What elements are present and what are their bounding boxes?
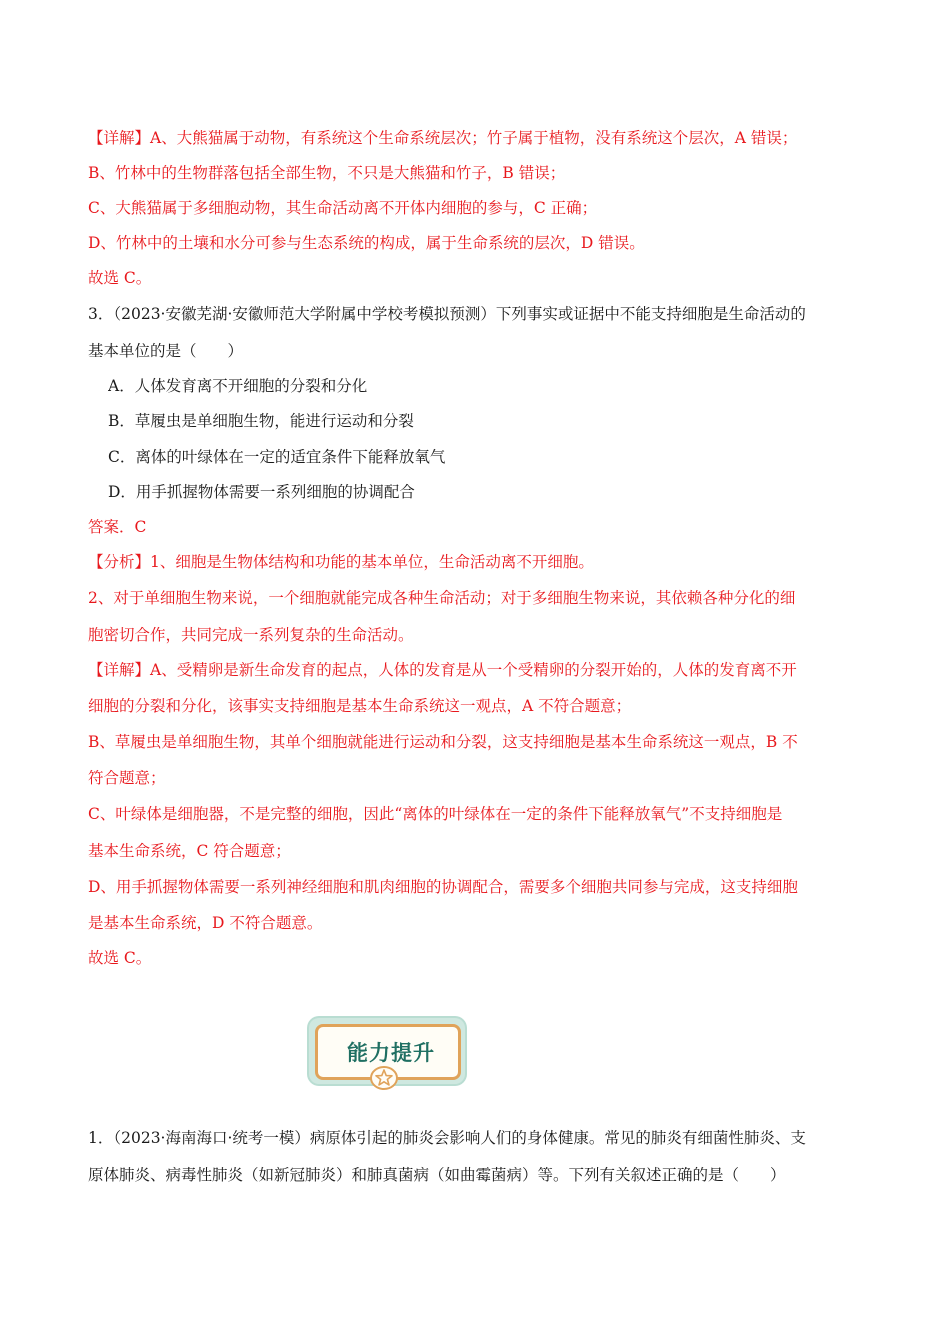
explanation-line-7: D、用手抓握物体需要一系列神经细胞和肌肉细胞的协调配合，需要多个细胞共同参与完成，这支持细胞	[88, 878, 798, 896]
explanation-line-5: C、叶绿体是细胞器，不是完整的细胞，因此“离体的叶绿体在一定的条件下能释放氧气”不支持细胞是	[88, 805, 783, 823]
detail-line-2: B、竹林中的生物群落包括全部生物，不只是大熊猫和竹子，B 错误；	[88, 164, 566, 182]
explanation-line-6: 基本生命系统，C 符合题意；	[88, 842, 291, 860]
explanation-line-4: 符合题意；	[88, 769, 166, 787]
question-3-line-1: 3．（2023·安徽芜湖·安徽师范大学附属中学校考模拟预测）下列事实或证据中不能支持细胞是生命活动的	[88, 305, 806, 323]
explanation-line-1: 【详解】A、受精卵是新生命发育的起点，人体的发育是从一个受精卵的分裂开始的，人体的发育离不开	[88, 661, 797, 679]
analysis-line-2: 2、对于单细胞生物来说，一个细胞就能完成各种生命活动；对于多细胞生物来说，其依赖各种分化的细	[88, 589, 796, 607]
section-badge	[309, 1018, 465, 1088]
explanation-line-3: B、草履虫是单细胞生物，其单个细胞就能进行运动和分裂，这支持细胞是基本生命系统这一观点，B 不	[88, 733, 798, 751]
option-b: B．草履虫是单细胞生物，能进行运动和分裂	[108, 412, 414, 430]
question-3-line-2: 基本单位的是（ ）	[88, 342, 244, 360]
option-d: D．用手抓握物体需要一系列细胞的协调配合	[108, 483, 415, 501]
conclusion-line-2: 故选 C。	[88, 949, 152, 967]
practice-question-1-line-2: 原体肺炎、病毒性肺炎（如新冠肺炎）和肺真菌病（如曲霉菌病）等。下列有关叙述正确的是（ ）	[88, 1166, 786, 1184]
practice-question-1-line-1: 1．（2023·海南海口·统考一模）病原体引起的肺炎会影响人们的身体健康。常见的肺炎有细菌性肺炎、支	[88, 1129, 806, 1147]
explanation-line-8: 是基本生命系统，D 不符合题意。	[88, 914, 323, 932]
explanation-line-2: 细胞的分裂和分化，该事实支持细胞是基本生命系统这一观点，A 不符合题意；	[88, 697, 632, 715]
detail-line-3: C、大熊猫属于多细胞动物，其生命活动离不开体内细胞的参与，C 正确；	[88, 199, 598, 217]
conclusion-line-1: 故选 C。	[88, 269, 152, 287]
analysis-line-3: 胞密切合作，共同完成一系列复杂的生命活动。	[88, 626, 414, 644]
detail-line-1: 【详解】A、大熊猫属于动物，有系统这个生命系统层次；竹子属于植物，没有系统这个层次，A 错误；	[88, 129, 798, 147]
option-c: C．离体的叶绿体在一定的适宜条件下能释放氧气	[108, 448, 446, 466]
badge-title: 能力提升	[347, 1041, 435, 1065]
star-icon	[369, 1066, 399, 1090]
option-a: A．人体发育离不开细胞的分裂和分化	[108, 377, 368, 395]
detail-line-4: D、竹林中的土壤和水分可参与生态系统的构成，属于生命系统的层次，D 错误。	[88, 234, 645, 252]
answer-line: 答案．C	[88, 518, 147, 536]
analysis-line-1: 【分析】1、细胞是生物体结构和功能的基本单位，生命活动离不开细胞。	[88, 553, 594, 571]
